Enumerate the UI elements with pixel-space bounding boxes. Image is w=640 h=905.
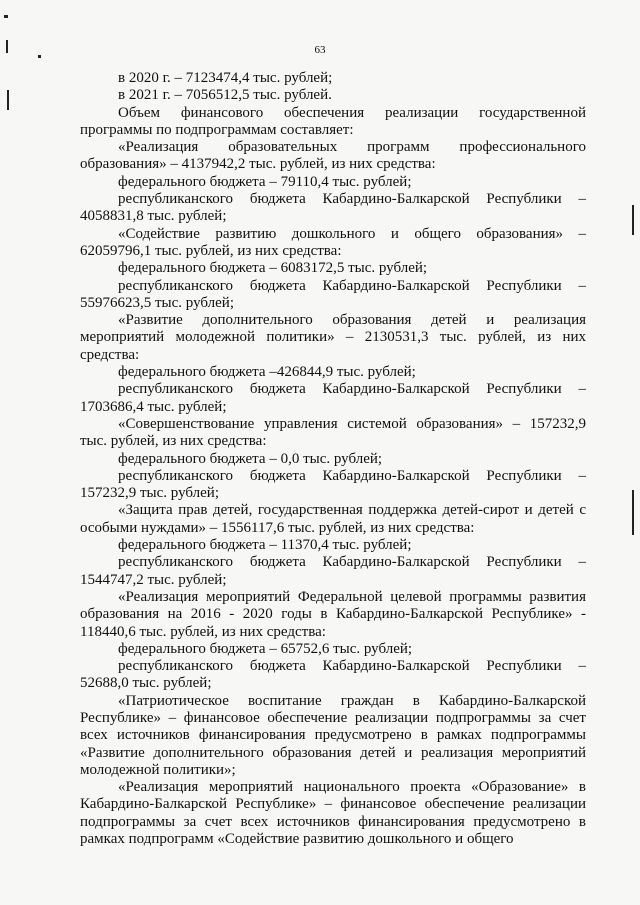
paragraph: «Содействие развитию дошкольного и общего образования» – 62059796,1 тыс. рублей, из них средства:: [80, 225, 586, 259]
paragraph: «Патриотическое воспитание граждан в Кабардино-Балкарской Республике» – финансовое обеспечение реализации подпрограммы за счет всех источников финансирования предусмотрено в рамках подпрограммы «Развитие дополнительного образования детей и реализация мероприятий молодежной политики»;: [80, 692, 586, 778]
paragraph: федерального бюджета – 79110,4 тыс. рублей;: [118, 173, 412, 190]
paragraph: Объем финансового обеспечения реализации государственной программы по подпрограммам составляет:: [80, 104, 586, 138]
paragraph: в 2020 г. – 7123474,4 тыс. рублей;: [118, 70, 333, 86]
paragraph: «Развитие дополнительного образования детей и реализация мероприятий молодежной политики» – 2130531,3 тыс. рублей, из них средства:: [80, 312, 586, 363]
paragraph: федерального бюджета – 11370,4 тыс. рублей;: [118, 537, 412, 554]
paragraph: «Реализация мероприятий национального проекта «Образование» в Кабардино-Балкарской Республике» – финансовое обеспечение реализации подпрограммы за счет всех источников финансирования предусмотрено в рамках подпрограмм «Содействие развитию дошкольного и общего: [80, 779, 586, 848]
paragraph: республиканского бюджета Кабардино-Балкарской Республики – 52688,0 тыс. рублей;: [80, 658, 586, 692]
paragraph: республиканского бюджета Кабардино-Балкарской Республики – 1544747,2 тыс. рублей;: [80, 554, 586, 588]
paragraph: федерального бюджета – 0,0 тыс. рублей;: [118, 450, 383, 467]
scan-mark-right-1: [632, 205, 634, 235]
paragraph: «Реализация образовательных программ профессионального образования» – 4137942,2 тыс. рублей, из них средства:: [80, 139, 586, 173]
paragraph: «Совершенствование управления системой образования» – 157232,9 тыс. рублей, из них средства:: [80, 415, 586, 450]
page-number: 63: [314, 44, 326, 56]
paragraph: республиканского бюджета Кабардино-Балкарской Республики – 1703686,4 тыс. рублей;: [80, 381, 586, 415]
body-text: [80, 70, 586, 848]
paragraph: республиканского бюджета Кабардино-Балкарской Республики – 157232,9 тыс. рублей;: [80, 467, 586, 502]
paragraph: федерального бюджета –426844,9 тыс. рублей;: [118, 364, 416, 381]
paragraph: федерального бюджета – 6083172,5 тыс. рублей;: [118, 260, 428, 277]
paragraph: республиканского бюджета Кабардино-Балкарской Республики – 4058831,8 тыс. рублей;: [80, 191, 586, 225]
paragraph: республиканского бюджета Кабардино-Балкарской Республики – 55976623,5 тыс. рублей;: [80, 277, 586, 311]
scan-mark-left-2: [7, 90, 9, 110]
paragraph: «Реализация мероприятий Федеральной целевой программы развития образования на 2016 - 2020 годы в Кабардино-Балкарской Республике» - 118440,6 тыс. рублей, из них средства:: [80, 588, 586, 640]
paragraph: «Защита прав детей, государственная поддержка детей-сирот и детей с особыми нуждами» – 1556117,6 тыс. рублей, из них средства:: [80, 502, 586, 536]
scan-mark-right-2: [632, 490, 634, 535]
paragraph: федерального бюджета – 65752,6 тыс. рублей;: [118, 640, 413, 657]
scan-mark-dot: [4, 15, 8, 18]
paragraph: в 2021 г. – 7056512,5 тыс. рублей.: [118, 87, 332, 104]
